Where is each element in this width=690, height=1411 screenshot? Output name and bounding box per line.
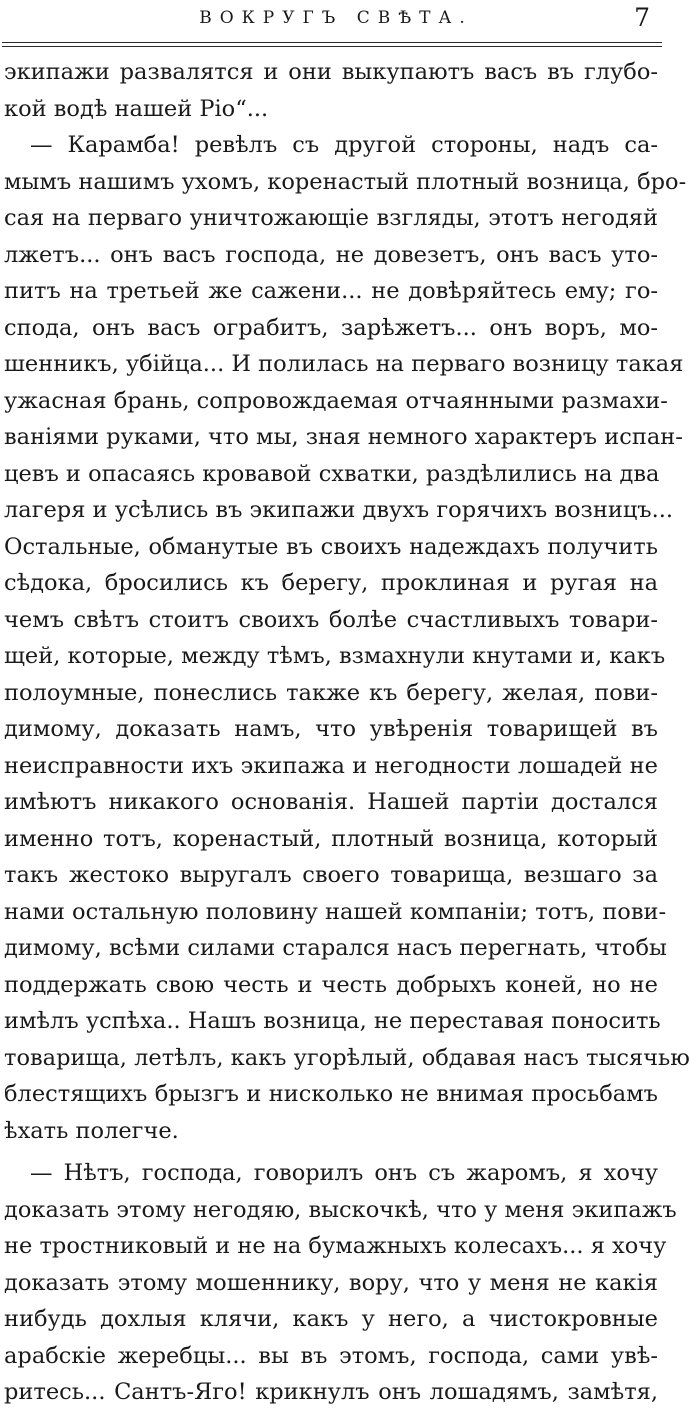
text-line: именно тотъ, коренастый, плотный возница, который [4,825,658,852]
body-text [4,56,690,1411]
text-line: ритесь... Сантъ-Яго! крикнулъ онъ лошадямъ, замѣтя, [4,1379,658,1405]
text-line: сая на перваго уничтожающіе взгляды, этотъ негодяй [4,205,658,231]
text-line: спода, онъ васъ ограбитъ, зарѣжетъ... онъ воръ, мо- [4,314,658,341]
text-line: нами остальную половину нашей компаніи; тотъ, пови- [4,898,667,925]
text-line: мымъ нашимъ ухомъ, коренастый плотный возница, бро- [4,168,687,195]
text-line: цевъ и опасаясь кровавой схватки, раздѣлились на два [4,460,660,487]
text-line: ѣхать полегче. [4,1117,179,1144]
text-line: доказать этому мошеннику, вору, что у меня не какія [4,1269,658,1296]
text-line: кой водѣ нашей Ріо“... [4,95,269,122]
text-line: экипажи развалятся и они выкупаютъ васъ въ глубо- [4,59,658,85]
text-line: — Нѣтъ, господа, говорилъ онъ съ жаромъ, я хочу [30,1160,658,1186]
text-line: не тростниковый и не на бумажныхъ колесахъ... я хочу [4,1233,667,1259]
text-line: лагеря и усѣлись въ экипажи двухъ горячихъ возницъ... [4,497,674,523]
text-line: димому, доказать намъ, что увѣренія товарищей въ [4,716,658,742]
text-line: ужасная брань, сопровождаемая отчаянными размахи- [4,387,668,414]
text-line: чемъ свѣтъ стоитъ своихъ болѣе счастливыхъ товари- [4,606,658,633]
text-line: щей, которые, между тѣмъ, взмахнули кнутами и, какъ [4,643,666,669]
text-line: Остальные, обманутые въ своихъ надеждахъ получить [4,533,658,560]
running-head [0,3,664,40]
header-rule-bottom [2,46,662,47]
text-line: димому, всѣми силами старался насъ перегнать, чтобы [4,935,667,961]
text-line: такъ жестоко выругалъ своего товарища, везшаго за [4,862,658,888]
running-title: ВОКРУГЪ СВѢТА. [199,8,473,28]
text-line: шенникъ, убійца... И полилась на перваго возницу такая [4,351,684,377]
text-line: сѣдока, бросились къ берегу, проклиная и ругая на [4,570,658,596]
header-rule-top [2,42,662,43]
text-line: нибудь дохлыя клячи, какъ у него, а чистокровные [4,1306,658,1332]
text-line: — Карамба! ревѣлъ съ другой стороны, надъ са- [30,132,658,158]
text-line: ваніями руками, что мы, зная немного характеръ испан- [4,424,683,450]
text-line: питъ на третьей же сажени... не довѣряйтесь ему; го- [4,278,658,304]
text-line: поддержать свою честь и честь добрыхъ коней, но не [4,971,658,998]
text-line: полоумные, понеслись также къ берегу, желая, пови- [4,679,658,706]
text-line: лжетъ... онъ васъ господа, не довезетъ, онъ васъ уто- [4,241,658,268]
text-line: доказать этому негодяю, выскочкѣ, что у меня экипажъ [4,1196,677,1223]
text-line: имѣлъ успѣха.. Нашъ возница, не переставая поносить [4,1008,661,1034]
page-number: 7 [634,3,650,32]
text-line: арабскіе жеребцы... вы въ этомъ, господа, сами увѣ- [4,1342,658,1369]
text-line: блестящихъ брызгъ и нисколько не внимая просьбамъ [4,1081,658,1107]
text-line: неисправности ихъ экипажа и негодности лошадей не [4,752,658,779]
text-line: имѣютъ никакого основанія. Нашей партіи достался [4,789,658,815]
text-line: товарища, летѣлъ, какъ угорѣлый, обдавая насъ тысячью [4,1044,690,1071]
